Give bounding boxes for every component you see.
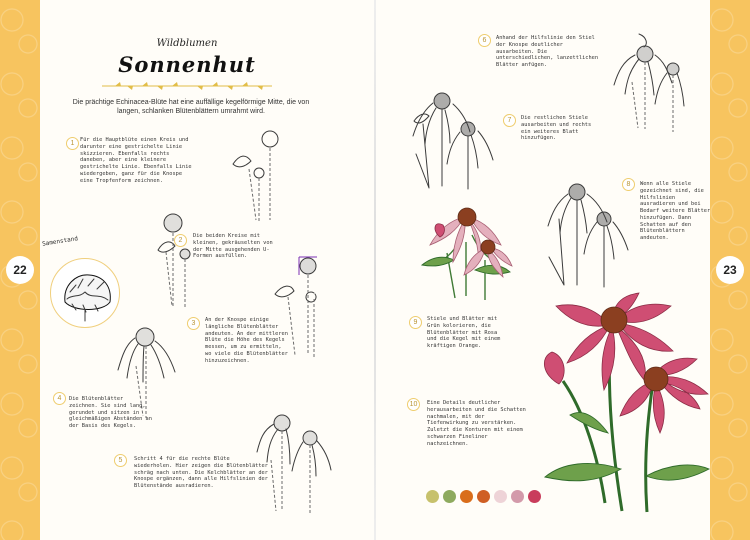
step-9-badge: 9 <box>409 316 422 329</box>
decorative-vine <box>97 80 277 92</box>
color-swatch-4 <box>477 490 490 503</box>
step-7-sketch <box>405 84 497 194</box>
step-1-badge: 1 <box>66 137 79 150</box>
step-2-text: Die beiden Kreise mit kleinen, gekräuselten von der Mitte ausgehenden U-Formen ausfüllen. <box>193 233 273 260</box>
book-gutter <box>374 0 376 540</box>
color-swatch-1 <box>426 490 439 503</box>
step-10-text: Eine Details deutlicher herausarbeiten und die Schatten nachmalen, mit der Tiefenwirkung zu verstärken. Zuletzt die Konturen mit einem schwarzen Fineliner nachzeichnen. <box>427 400 526 447</box>
step-5-badge: 5 <box>114 454 127 467</box>
page-number-right: 23 <box>716 256 744 284</box>
step-9-text: Stiele und Blätter mit Grün kolorieren, die Blütenblätter mit Rosa und die Kegel mit einem kräftigen Orange. <box>427 316 501 350</box>
intro-text: Die prächtige Echinacea-Blüte hat eine auffällige kegelförmige Mitte, die von langen, schlanken Blütenblättern umrahmt wird. <box>72 99 310 116</box>
step-1-sketch <box>228 126 298 226</box>
step-7-text: Die restlichen Stiele ausarbeiten und rechts ein weiteres Blatt hinzufügen. <box>521 115 592 142</box>
step-4-badge: 4 <box>53 392 66 405</box>
step-8-badge: 8 <box>622 178 635 191</box>
step-2-badge: 2 <box>174 234 187 247</box>
color-swatch-2 <box>443 490 456 503</box>
seed-head-icon <box>55 267 115 322</box>
step-10-colored-flower <box>528 293 718 515</box>
step-3-badge: 3 <box>187 317 200 330</box>
color-swatch-7 <box>528 490 541 503</box>
inset-label: Samenstand <box>41 235 79 248</box>
step-7-badge: 7 <box>503 114 516 127</box>
page-number-left: 22 <box>6 256 34 284</box>
step-9-colored-flower <box>412 202 520 302</box>
step-3-text: An der Knospe einige längliche Blütenblätter andeuten. An der mittleren Blüte die Höhe des Kegels messen, um zu ermitteln, wo viele die Blütenblätter hinzuzeichnen. <box>205 317 288 364</box>
step-1-text: Für die Hauptblüte einen Kreis und darunter eine gestrichelte Linie skizzieren. Ebenfalls rechts daneben, aber eine kleinere gestrichelte Linie. Ebenfalls Linie wiedergeben, ganz für die Knospe eine Tropfenform zeichnen. <box>80 137 192 184</box>
color-swatch-5 <box>494 490 507 503</box>
step-6-sketch <box>604 24 694 134</box>
step-6-badge: 6 <box>478 34 491 47</box>
color-swatch-3 <box>460 490 473 503</box>
page-title: Sonnenhut <box>118 52 256 77</box>
seed-head-inset <box>50 258 120 328</box>
step-8-text: Wenn alle Stiele gezeichnet sind, die Hilfslinien ausradieren und bei Bedarf weitere Blätter hinzufügen. Dann Schatten auf den Blütenblättern andeuten. <box>640 181 711 242</box>
step-5-text: Schritt 4 für die rechte Blüte wiederholen. Hier zeigen die Blütenblätter schräg nach unten. Die Kelchblätter an der Knospe ergänzen, dann alle Hilfslinien der Blütenstände ausradieren. <box>134 456 268 490</box>
color-swatch-6 <box>511 490 524 503</box>
step-10-badge: 10 <box>407 398 420 411</box>
step-8-sketch <box>537 177 629 289</box>
step-4-text: Die Blütenblätter zeichnen. Sie sind lang, gerundet und sitzen in gleichmäßigen Abständen an der Basis des Kegels. <box>69 396 152 430</box>
section-label: Wildblumen <box>156 38 218 49</box>
step-6-text: Anhand der Hilfslinie den Stiel der Knospe deutlicher ausarbeiten. Die unterschiedlichen, lanzettlichen Blätter anfügen. <box>496 35 599 69</box>
